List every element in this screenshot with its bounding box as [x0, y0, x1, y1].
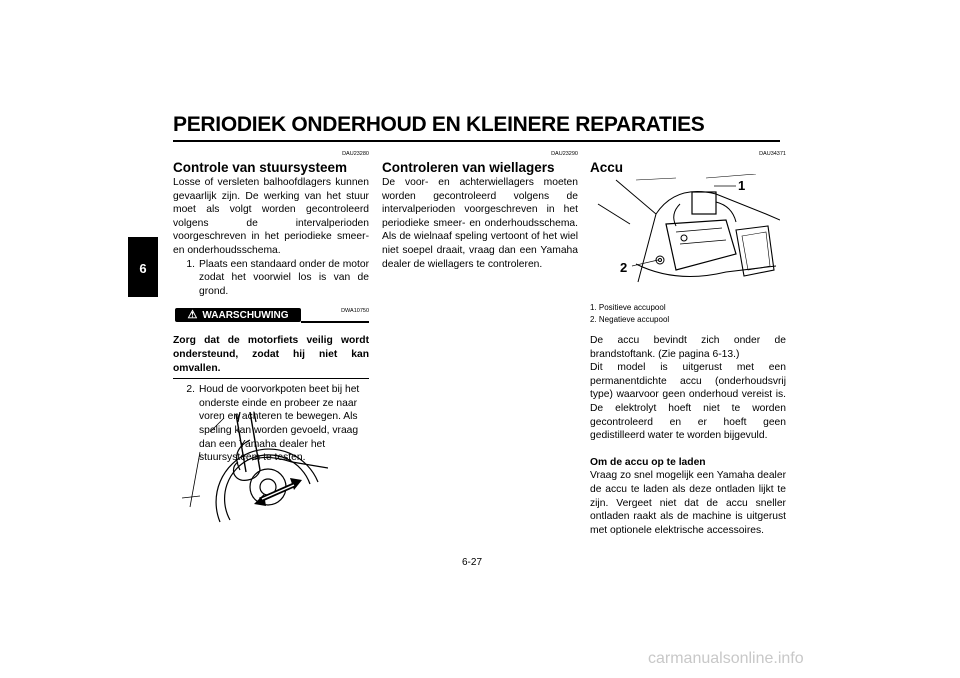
paragraph: Losse of versleten balhoofdlagers kunnen gevaarlijk zijn. De werking van het stuur moet als volgt worden gecontroleerd volgens de intervalperioden voorgeschreven in het periodieke smeer- en onderhoudsschema. [173, 177, 369, 256]
warning-rule [301, 321, 369, 323]
step-number: 1. [186, 258, 195, 270]
caption-negative-terminal: 2. Negatieve accupool [590, 315, 670, 324]
paragraph: Dit model is uitgerust met een permanentdichte accu (onderhoudsvrij type) waarvoor geen onderhoud vereist is. De elektrolyt hoeft niet te worden gecontroleerd en er hoeft geen gedistilleerd water te worden bijgevuld. [590, 362, 786, 442]
watermark: carmanualsonline.info [648, 650, 804, 667]
callout-2: 2 [620, 260, 628, 275]
warning-badge [175, 308, 301, 322]
steering-check-illustration [180, 412, 328, 538]
chapter-tab [128, 237, 158, 297]
page-title: PERIODIEK ONDERHOUD EN KLEINERE REPARATIES [173, 113, 705, 136]
paragraph: Vraag zo snel mogelijk een Yamaha dealer de accu te laden als deze ontladen lijkt te zijn. Vergeet niet dat de accu sneller ontladen raakt als de machine is uitgerust met optionele elektrische accessoires. [590, 470, 786, 536]
warning-label: WAARSCHUWING [202, 309, 289, 321]
caption-positive-terminal: 1. Positieve accupool [590, 303, 666, 312]
section-heading: Controleren van wiellagers [382, 160, 555, 175]
section-heading: Controle van stuursysteem [173, 160, 348, 175]
column-battery [590, 151, 786, 176]
paragraph: De accu bevindt zich onder de brandstoftank. (Zie pagina 6-13.) [590, 335, 786, 360]
section-code: DAU23280 [342, 151, 369, 157]
warning-header [173, 306, 369, 330]
warning-triangle-icon: ⚠ [187, 308, 198, 321]
step-1 [173, 258, 369, 299]
title-rule [173, 140, 780, 142]
step-number: 2. [186, 384, 195, 396]
step-text: Houd de voorvorkpoten beet bij het onderste einde en probeer ze naar voren en achteren te bewegen. Als speling kan worden gevoeld, vraag dan een Yamaha dealer het stuursysteem te testen. [199, 384, 360, 464]
subheading-charging: Om de accu op te laden [590, 456, 706, 468]
chapter-tab-number: 6 [139, 261, 147, 276]
section-heading: Accu [590, 160, 624, 175]
section-code: DAU34371 [759, 151, 786, 157]
callout-1: 1 [738, 178, 746, 193]
paragraph: De voor- en achterwiellagers moeten worden gecontroleerd volgens de intervalperioden voorgeschreven in het periodieke smeer- en onderhoudsschema. Als de wielnaaf speling vertoont of het wiel niet soepel draait, vraag dan een Yamaha dealer de wiellagers te controleren. [382, 177, 578, 270]
page-number: 6-27 [462, 557, 483, 568]
section-code: DAU23290 [551, 151, 578, 157]
warning-text: Zorg dat de motorfiets veilig wordt ondersteund, zodat hij niet kan omvallen. [173, 334, 369, 379]
step-text: Plaats een standaard onder de motor zodat het voorwiel los is van de grond. [199, 258, 370, 297]
battery-illustration [596, 174, 780, 296]
warning-code: DWA10750 [341, 308, 369, 315]
column-wheel-bearings [382, 151, 578, 271]
battery-text [590, 302, 786, 537]
